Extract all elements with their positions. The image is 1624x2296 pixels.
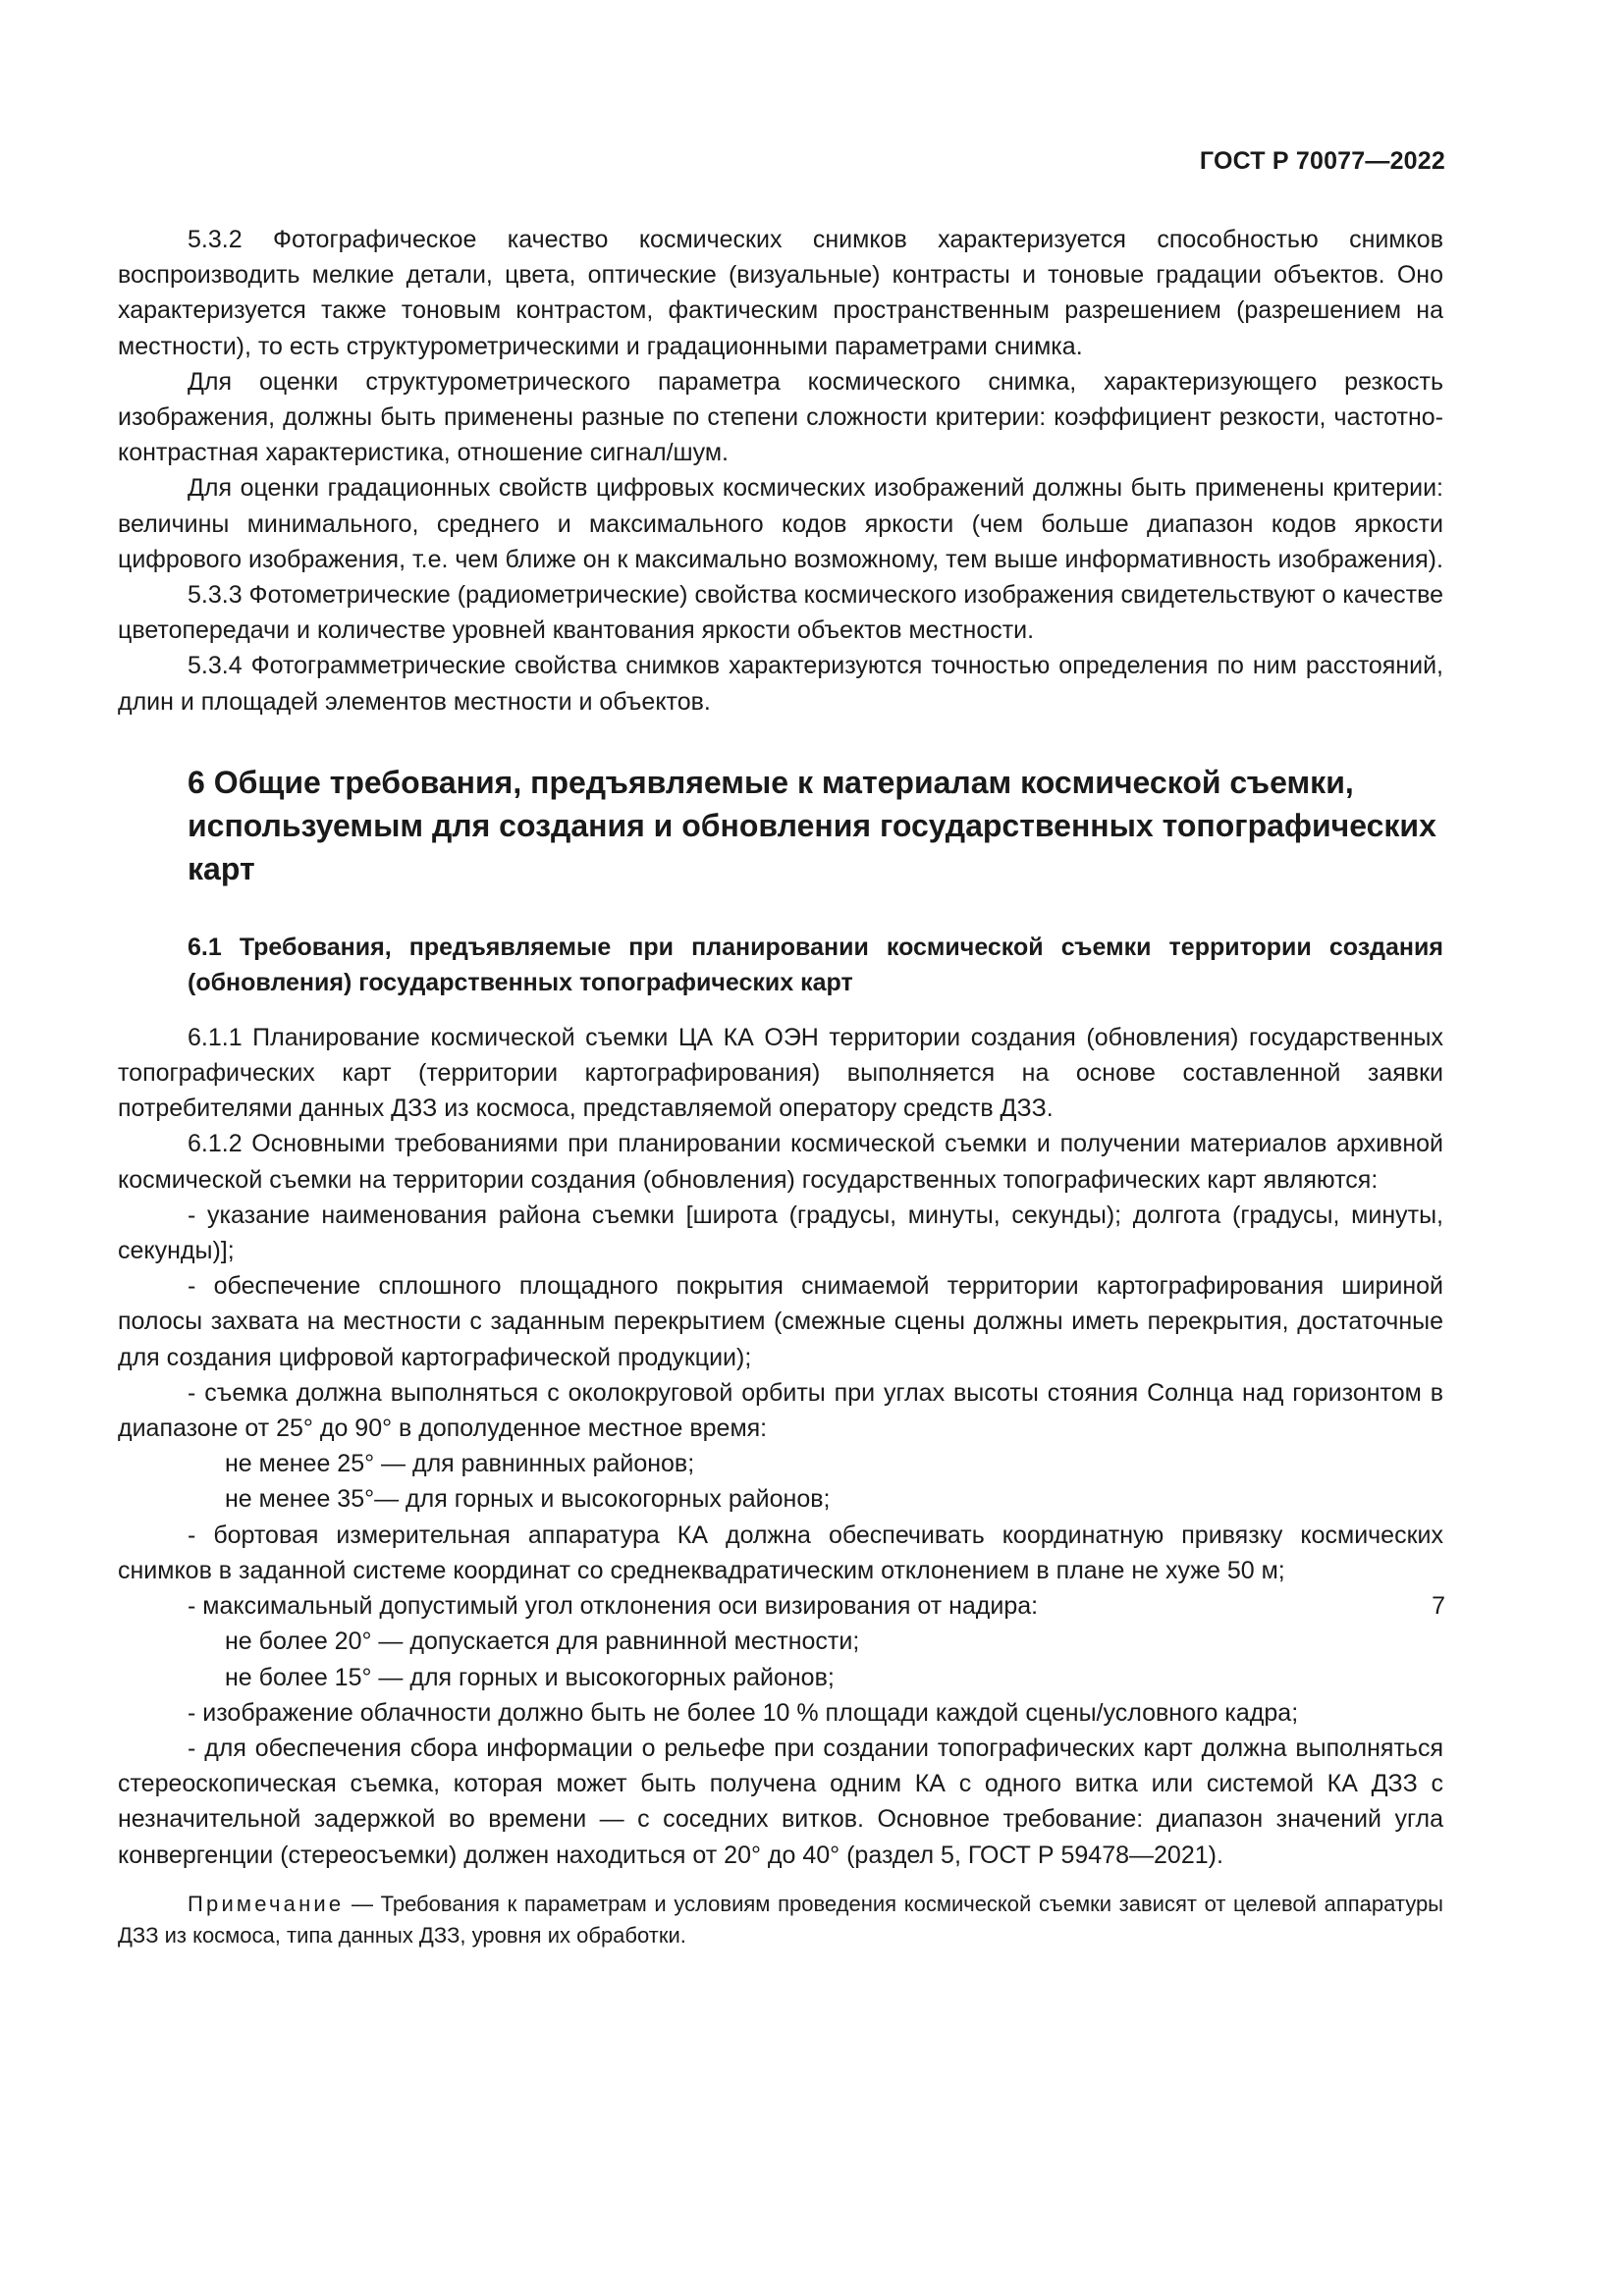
list-subitem: не менее 35°— для горных и высокогорных районов; (225, 1485, 831, 1514)
list-item: - изображение облачности должно быть не более 10 % площади каждой сцены/условного кадра; (188, 1698, 1299, 1727)
document-code-header: ГОСТ Р 70077—2022 (1199, 147, 1445, 175)
paragraph-6-1-1: 6.1.1 Планирование космической съемки ЦА КА ОЭН территории создания (обновления) государственных топографических карт (территории картографирования) выполняется на основе составленной заявки потребителями данных ДЗЗ из космоса, представляемой оператору средств ДЗЗ. (118, 1023, 1443, 1123)
page-number: 7 (1432, 1592, 1445, 1620)
list-item: - указание наименования района съемки [широта (градусы, минуты, секунды); долгота (градусы, минуты, секунды)]; (118, 1201, 1443, 1265)
note-text: — Требования к параметрам и условиям проведения космической съемки зависят от целевой аппаратуры ДЗЗ из космоса, типа данных ДЗЗ, уровня их обработки. (118, 1891, 1443, 1948)
list-item: - съемка должна выполняться с околокруговой орбиты при углах высоты стояния Солнца над горизонтом в диапазоне от 25° до 90° в дополуденное местное время: (118, 1378, 1443, 1443)
list-subitem: не более 15° — для горных и высокогорных районов; (225, 1663, 835, 1691)
subsection-6-1-heading: 6.1 Требования, предъявляемые при планировании космической съемки территории создания (обновления) государственных топографических карт (188, 933, 1443, 996)
paragraph-sharpness: Для оценки структурометрического параметра космического снимка, характеризующего резкость изображения, должны быть применены разные по степени сложности критерии: коэффициент резкости, частотно-контрастная характеристика, отношение сигнал/шум. (118, 367, 1443, 467)
paragraph-gradation: Для оценки градационных свойств цифровых космических изображений должны быть применены критерии: величины минимального, среднего и максимального кодов яркости (чем больше диапазон кодов яркости цифрового изображения, т.е. чем ближе он к максимально возможному, тем выше информативность изображения). (118, 474, 1443, 573)
document-body (118, 222, 1443, 1951)
paragraph-5-3-3: 5.3.3 Фотометрические (радиометрические) свойства космического изображения свидетельствуют о качестве цветопередачи и количестве уровней квантования яркости объектов местности. (118, 581, 1443, 645)
list-item: - для обеспечения сбора информации о рельефе при создании топографических карт должна выполняться стереоскопическая съемка, которая может быть получена одним КА с одного витка или системой КА ДЗЗ с незначительной задержкой во времени — с соседних витков. Основное требование: диапазон значений угла конвергенции (стереосъемки) должен находиться от 20° до 40° (раздел 5, ГОСТ Р 59478—2021). (118, 1734, 1443, 1869)
list-subitem: не менее 25° — для равнинных районов; (225, 1450, 695, 1478)
list-item: - обеспечение сплошного площадного покрытия снимаемой территории картографирования шириной полосы захвата на местности с заданным перекрытием (смежные сцены должны иметь перекрытия, достаточные для создания цифровой картографической продукции); (118, 1272, 1443, 1371)
note-label: Примечание (188, 1891, 345, 1916)
paragraph-5-3-2: 5.3.2 Фотографическое качество космических снимков характеризуется способностью снимков воспроизводить мелкие детали, цвета, оптические (визуальные) контрасты и тоновые градации объектов. Оно характеризуется также тоновым контрастом, фактическим пространственным разрешением (разрешением на местности), то есть структурометрическими и градационными параметрами снимка. (118, 226, 1443, 360)
list-item: - бортовая измерительная аппаратура КА должна обеспечивать координатную привязку космических снимков в заданной системе координат со среднеквадратическим отклонением в плане не хуже 50 м; (118, 1521, 1443, 1584)
list-item: - максимальный допустимый угол отклонения оси визирования от надира: (188, 1592, 1039, 1621)
paragraph-6-1-2: 6.1.2 Основными требованиями при планировании космической съемки и получении материалов архивной космической съемки на территории создания (обновления) государственных топографических карт являются: (118, 1130, 1443, 1194)
note-paragraph (118, 1889, 1443, 1951)
section-6-heading: 6 Общие требования, предъявляемые к материалам космической съемки, используемым для создания и обновления государственных топографических карт (188, 764, 1436, 886)
list-subitem: не более 20° — допускается для равнинной местности; (225, 1628, 860, 1656)
paragraph-5-3-4: 5.3.4 Фотограмметрические свойства снимков характеризуются точностью определения по ним расстояний, длин и площадей элементов местности и объектов. (118, 652, 1443, 716)
